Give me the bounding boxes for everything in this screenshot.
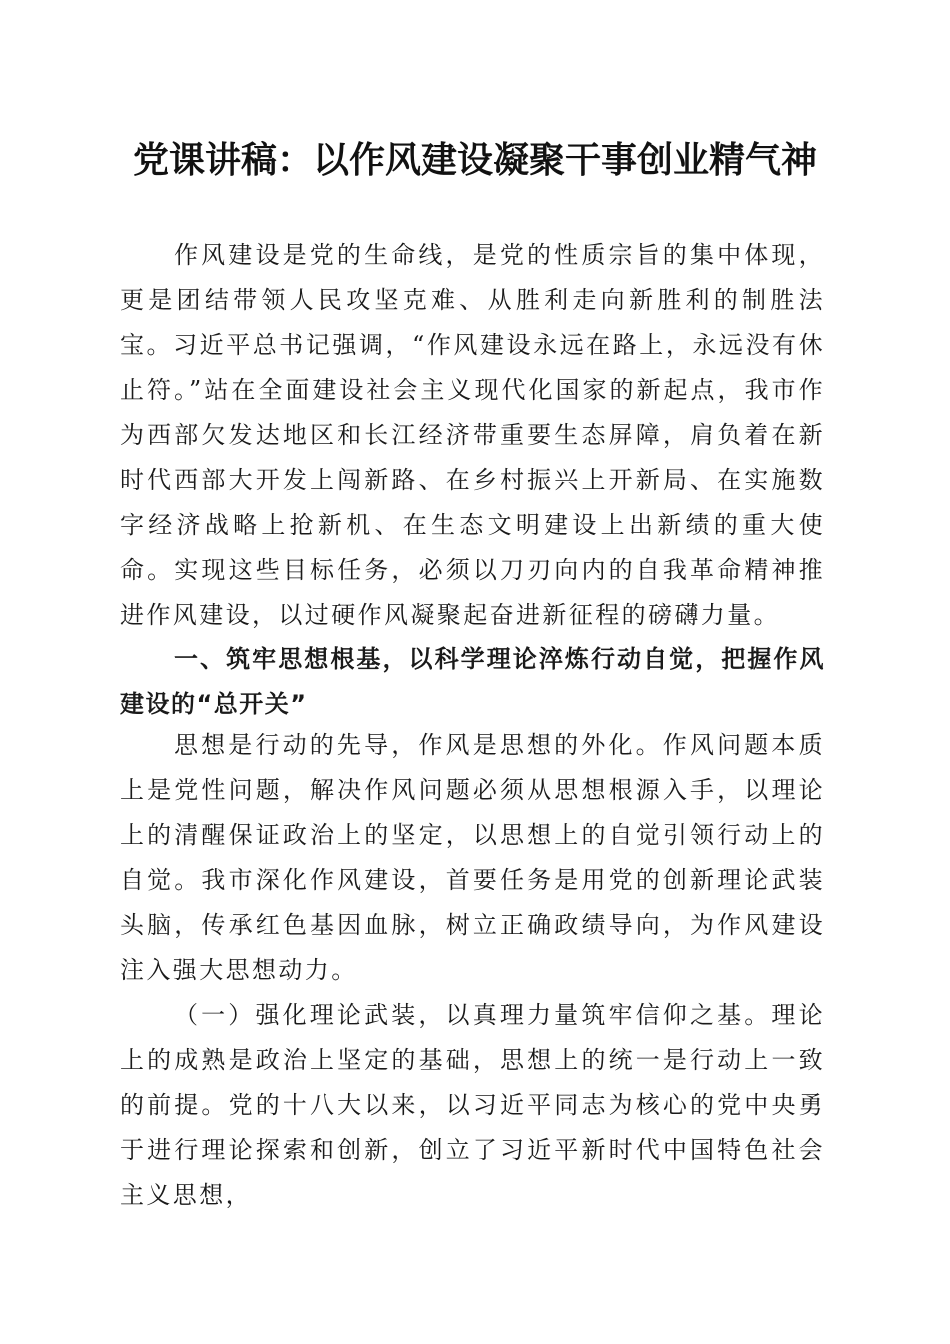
subsection-1-text: 理论上的成熟是政治上坚定的基础，思想上的统一是行动上一致的前提。党的十八大以来，以习近平同志为核心的党中央勇于进行理论探索和创新，创立了习近平新时代中国特色社会主义思想， bbox=[120, 1001, 825, 1209]
section-heading-1: 一、筑牢思想根基，以科学理论淬炼行动自觉，把握作风建设的“总开关” bbox=[120, 645, 825, 718]
section-1-paragraph: 思想是行动的先导，作风是思想的外化。作风问题本质上是党性问题，解决作风问题必须从思想根源入手，以理论上的清醒保证政治上的坚定，以思想上的自觉引领行动上的自觉。我市深化作风建设，首要任务是用党的创新理论武装头脑，传承红色基因血脉，树立正确政绩导向，为作风建设注入强大思想动力。 bbox=[120, 731, 825, 984]
intro-paragraph: 作风建设是党的生命线，是党的性质宗旨的集中体现，更是团结带领人民攻坚克难、从胜利走向新胜利的制胜法宝。习近平总书记强调，“作风建设永远在路上，永远没有休止符。”站在全面建设社会主义现代化国家的新起点，我市作为西部欠发达地区和长江经济带重要生态屏障，肩负着在新时代西部大开发上闯新路、在乡村振兴上开新局、在实施数字经济战略上抢新机、在生态文明建设上出新绩的重大使命。实现这些目标任务，必须以刀刃向内的自我革命精神推进作风建设，以过硬作风凝聚起奋进新征程的磅礴力量。 bbox=[120, 241, 825, 629]
subheading-1: （一）强化理论武装，以真理力量筑牢信仰之基。 bbox=[174, 1001, 772, 1029]
subsection-1-paragraph bbox=[120, 993, 825, 1218]
document-title: 党课讲稿：以作风建设凝聚干事创业精气神 bbox=[132, 140, 817, 181]
